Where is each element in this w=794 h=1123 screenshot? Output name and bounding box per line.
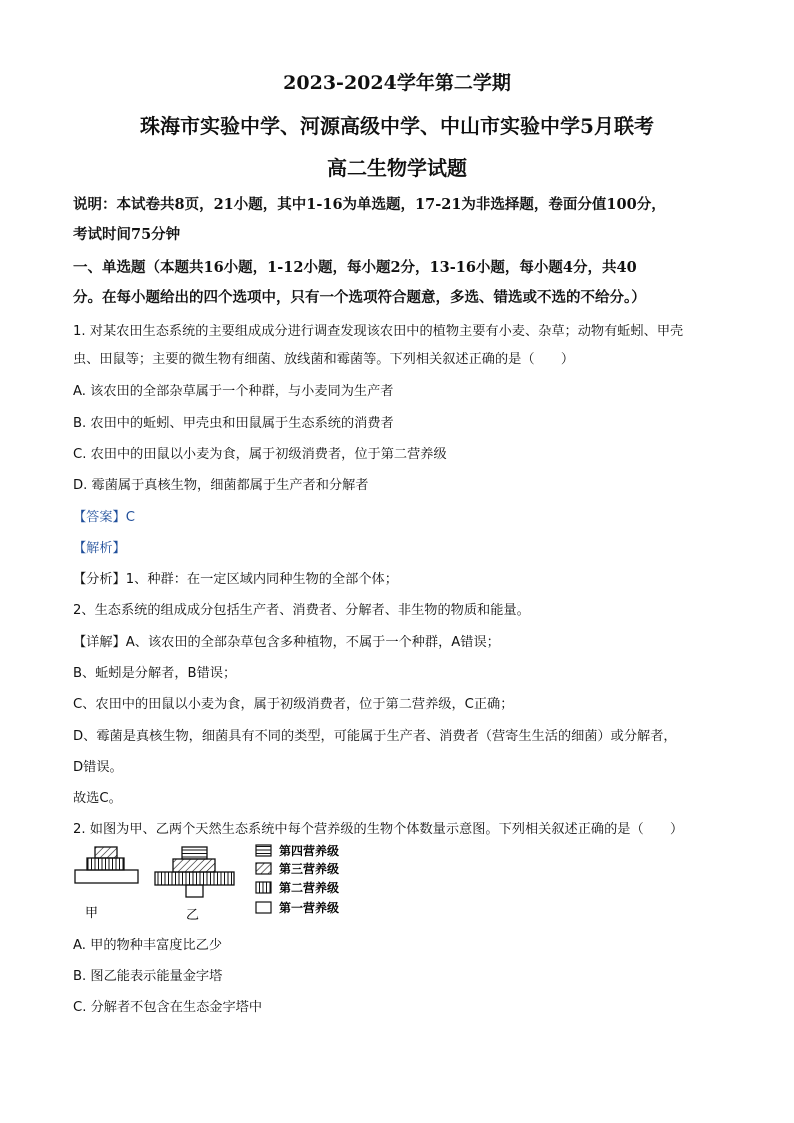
q1-detail-para-1: 【详解】A、该农田的全部杂草包含多种植物，不属于一个种群，A错误； xyxy=(73,635,500,650)
trophic-level-figure xyxy=(73,842,373,922)
instructions-line-2: 考试时间75分钟 xyxy=(73,226,181,243)
exam-subject: 高二生物学试题 xyxy=(327,156,467,180)
instructions-line-1: 说明：本试卷共8页，21小题，其中1-16为单选题，17-21为非选择题，卷面分值100分， xyxy=(73,196,666,213)
pyramid-yi xyxy=(155,847,234,897)
legend-level-2: 第二营养级 xyxy=(279,881,340,895)
q1-option-d: D. 霉菌属于真核生物，细菌都属于生产者和分解者 xyxy=(73,478,369,493)
q1-detail-para-2: B、蚯蚓是分解者，B错误； xyxy=(73,666,237,681)
q1-detail-para-5: D错误。 xyxy=(73,760,123,775)
q1-stem-line-1: 1. 对某农田生态系统的主要组成成分进行调查发现该农田中的植物主要有小麦、杂草；动物有蚯蚓、甲壳 xyxy=(73,324,684,339)
legend-swatch-level-2 xyxy=(256,882,271,893)
yi-level-4-bar xyxy=(182,847,207,859)
exam-year: 2023-2024学年第二学期 xyxy=(283,72,511,94)
q1-detail-para-4: D、霉菌是真核生物，细菌具有不同的类型，可能属于生产者、消费者（营寄生生活的细菌）或分解者， xyxy=(73,729,677,744)
section-heading-line-1: 一、单选题（本题共16小题，1-12小题，每小题2分，13-16小题，每小题4分，共40 xyxy=(73,259,637,276)
q2-option-a: A. 甲的物种丰富度比乙少 xyxy=(73,938,223,953)
q1-option-a: A. 该农田的全部杂草属于一个种群，与小麦同为生产者 xyxy=(73,384,394,399)
jia-level-2-bar xyxy=(87,858,124,870)
q1-conclusion: 故选C。 xyxy=(73,791,122,806)
legend-level-4: 第四营养级 xyxy=(279,844,340,858)
q1-analysis-para-2: 2、生态系统的组成成分包括生产者、消费者、分解者、非生物的物质和能量。 xyxy=(73,603,530,618)
pyramid-jia xyxy=(75,847,138,883)
q1-analysis-label: 【解析】 xyxy=(73,541,126,556)
exam-schools: 珠海市实验中学、河源高级中学、中山市实验中学5月联考 xyxy=(140,114,654,138)
section-heading-line-2: 分。在每小题给出的四个选项中，只有一个选项符合题意，多选、错选或不选的不给分。） xyxy=(73,289,646,306)
yi-level-2-bar xyxy=(155,872,234,885)
label-jia: 甲 xyxy=(85,906,99,921)
figure-legend xyxy=(256,843,339,915)
legend-swatch-level-3 xyxy=(256,863,271,874)
legend-swatch-level-4 xyxy=(256,845,271,856)
label-yi: 乙 xyxy=(186,908,200,922)
yi-level-3-bar xyxy=(173,859,215,872)
q2-option-b: B. 图乙能表示能量金字塔 xyxy=(73,969,223,984)
yi-level-1-bar xyxy=(186,885,203,897)
q1-analysis-para-1: 【分析】1、种群：在一定区域内同种生物的全部个体； xyxy=(73,572,398,587)
q1-detail-para-3: C、农田中的田鼠以小麦为食，属于初级消费者，位于第二营养级，C正确； xyxy=(73,697,514,712)
q1-stem-line-2: 虫、田鼠等；主要的微生物有细菌、放线菌和霉菌等。下列相关叙述正确的是（ ） xyxy=(73,352,575,367)
legend-swatch-level-1 xyxy=(256,902,271,913)
q1-option-c: C. 农田中的田鼠以小麦为食，属于初级消费者，位于第二营养级 xyxy=(73,447,447,462)
legend-level-3: 第三营养级 xyxy=(279,862,340,876)
q2-option-c: C. 分解者不包含在生态金字塔中 xyxy=(73,1000,263,1015)
q2-stem: 2. 如图为甲、乙两个天然生态系统中每个营养级的生物个体数量示意图。下列相关叙述正确的是（ ） xyxy=(73,822,684,837)
legend-level-1: 第一营养级 xyxy=(279,901,340,915)
q1-option-b: B. 农田中的蚯蚓、甲壳虫和田鼠属于生态系统的消费者 xyxy=(73,416,394,431)
jia-level-1-bar xyxy=(75,870,138,883)
q1-answer: 【答案】C xyxy=(73,510,135,525)
jia-level-3-bar xyxy=(95,847,117,858)
